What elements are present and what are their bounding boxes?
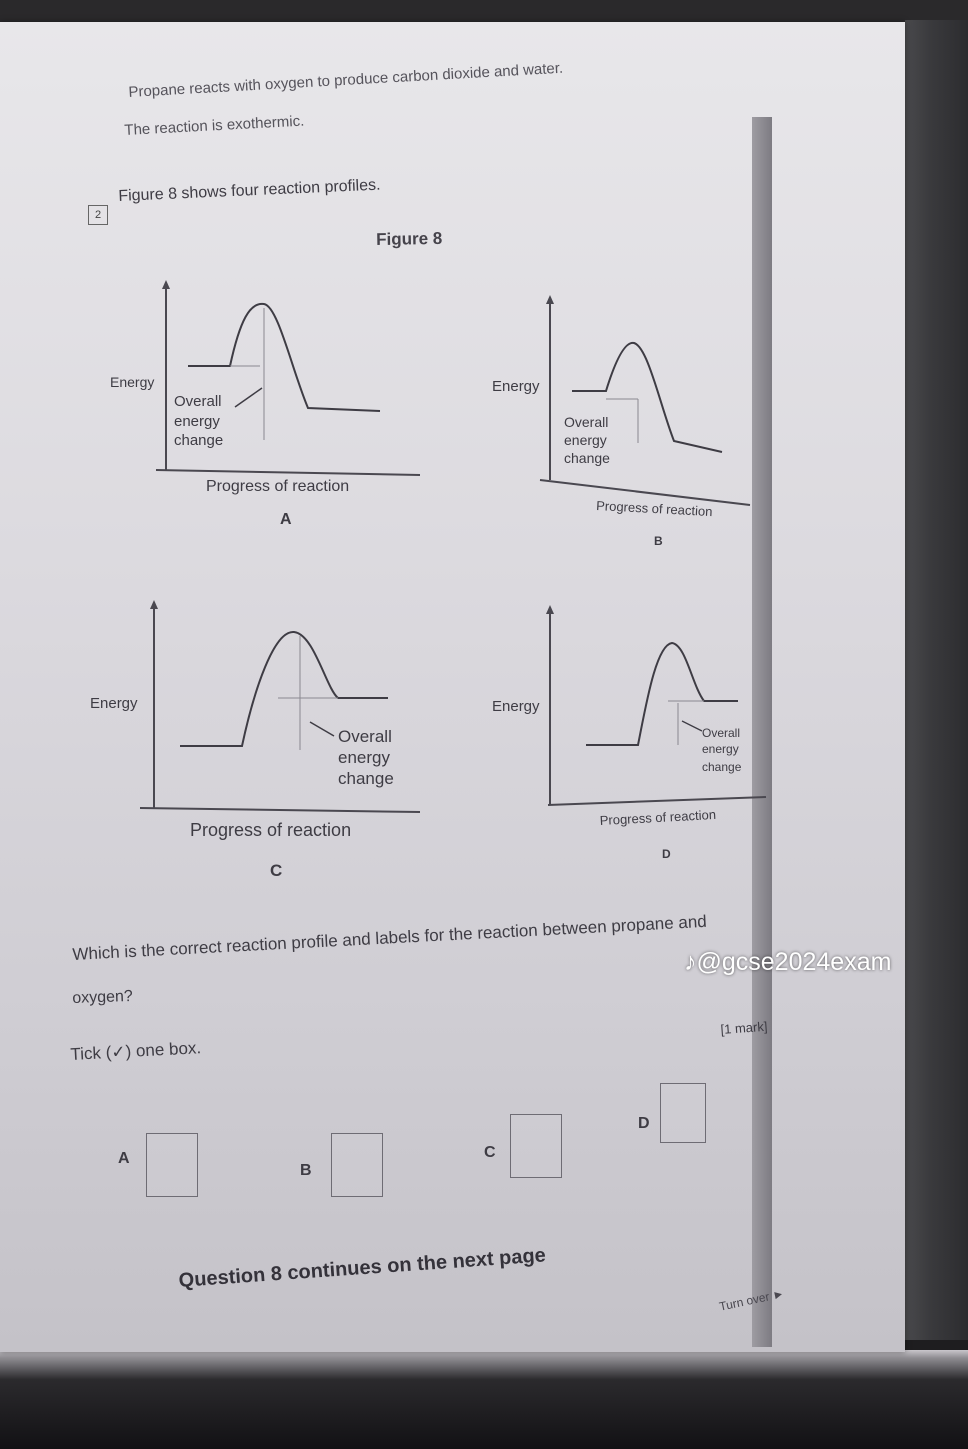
profile-c: [88, 600, 428, 890]
change-label-3: change: [174, 432, 224, 449]
background-right: [905, 20, 968, 1340]
profile-id: B: [654, 534, 663, 548]
pointer: [310, 722, 334, 736]
change-label-1: Overall: [564, 414, 609, 430]
mark-allocation: [1 mark]: [720, 1018, 768, 1037]
option-label-d: D: [638, 1115, 650, 1132]
question-intro: Propane reacts with oxygen to produce carbon dioxide and water.: [128, 59, 564, 101]
checkbox-d[interactable]: [660, 1083, 706, 1143]
change-label-3: change: [338, 769, 394, 788]
watermark: ♪@gcse2024exam: [684, 948, 892, 976]
change-label-2: energy: [174, 413, 220, 430]
change-label-2: energy: [564, 432, 607, 448]
change-label-2: energy: [338, 748, 390, 767]
change-label-3: change: [702, 760, 742, 774]
profile-d: [490, 605, 770, 875]
x-axis: [548, 797, 766, 805]
checkbox-b[interactable]: [331, 1133, 383, 1197]
pointer: [235, 388, 262, 407]
y-axis-arrow: [546, 295, 554, 304]
tick-instruction: Tick (✓) one box.: [70, 1038, 202, 1064]
option-label-b: B: [300, 1162, 312, 1179]
y-axis-arrow: [150, 600, 158, 609]
figure-title: Figure 8: [376, 228, 443, 249]
change-label-1: Overall: [338, 727, 392, 746]
continues-note: Question 8 continues on the next page: [178, 1244, 547, 1292]
change-label-2: energy: [702, 742, 739, 756]
pointer: [682, 721, 702, 731]
y-label: Energy: [110, 374, 155, 390]
option-label-a: A: [118, 1150, 130, 1167]
y-label: Energy: [492, 378, 540, 395]
y-axis-arrow: [162, 280, 170, 289]
profile-b: [488, 295, 768, 555]
question-number-box: 2: [88, 205, 108, 225]
change-label-3: change: [564, 450, 610, 466]
change-label-1: Overall: [174, 393, 222, 410]
option-label-c: C: [484, 1144, 496, 1161]
turn-over-note: Turn over ►: [718, 1286, 786, 1314]
x-label: Progress of reaction: [190, 820, 352, 840]
question-exothermic: The reaction is exothermic.: [124, 112, 305, 139]
y-label: Energy: [90, 695, 138, 712]
profile-a: [100, 280, 400, 540]
question-prompt-line1: Which is the correct reaction profile and labels for the reaction between propane and: [72, 911, 708, 964]
checkbox-c[interactable]: [510, 1114, 562, 1178]
background-bottom: [0, 1350, 968, 1449]
x-label: Progress of reaction: [206, 478, 350, 495]
figure-reference: Figure 8 shows four reaction profiles.: [118, 176, 381, 205]
y-label: Energy: [492, 698, 540, 715]
x-axis: [156, 470, 420, 475]
profile-id: D: [662, 847, 671, 861]
x-label: Progress of reaction: [595, 498, 713, 520]
x-axis: [140, 808, 420, 812]
profile-id: C: [270, 861, 283, 880]
x-label: Progress of reaction: [599, 806, 717, 828]
y-axis-arrow: [546, 605, 554, 614]
question-prompt-line2: oxygen?: [72, 987, 134, 1007]
change-label-1: Overall: [702, 726, 741, 740]
checkbox-a[interactable]: [146, 1133, 198, 1197]
profile-id: A: [280, 511, 292, 528]
